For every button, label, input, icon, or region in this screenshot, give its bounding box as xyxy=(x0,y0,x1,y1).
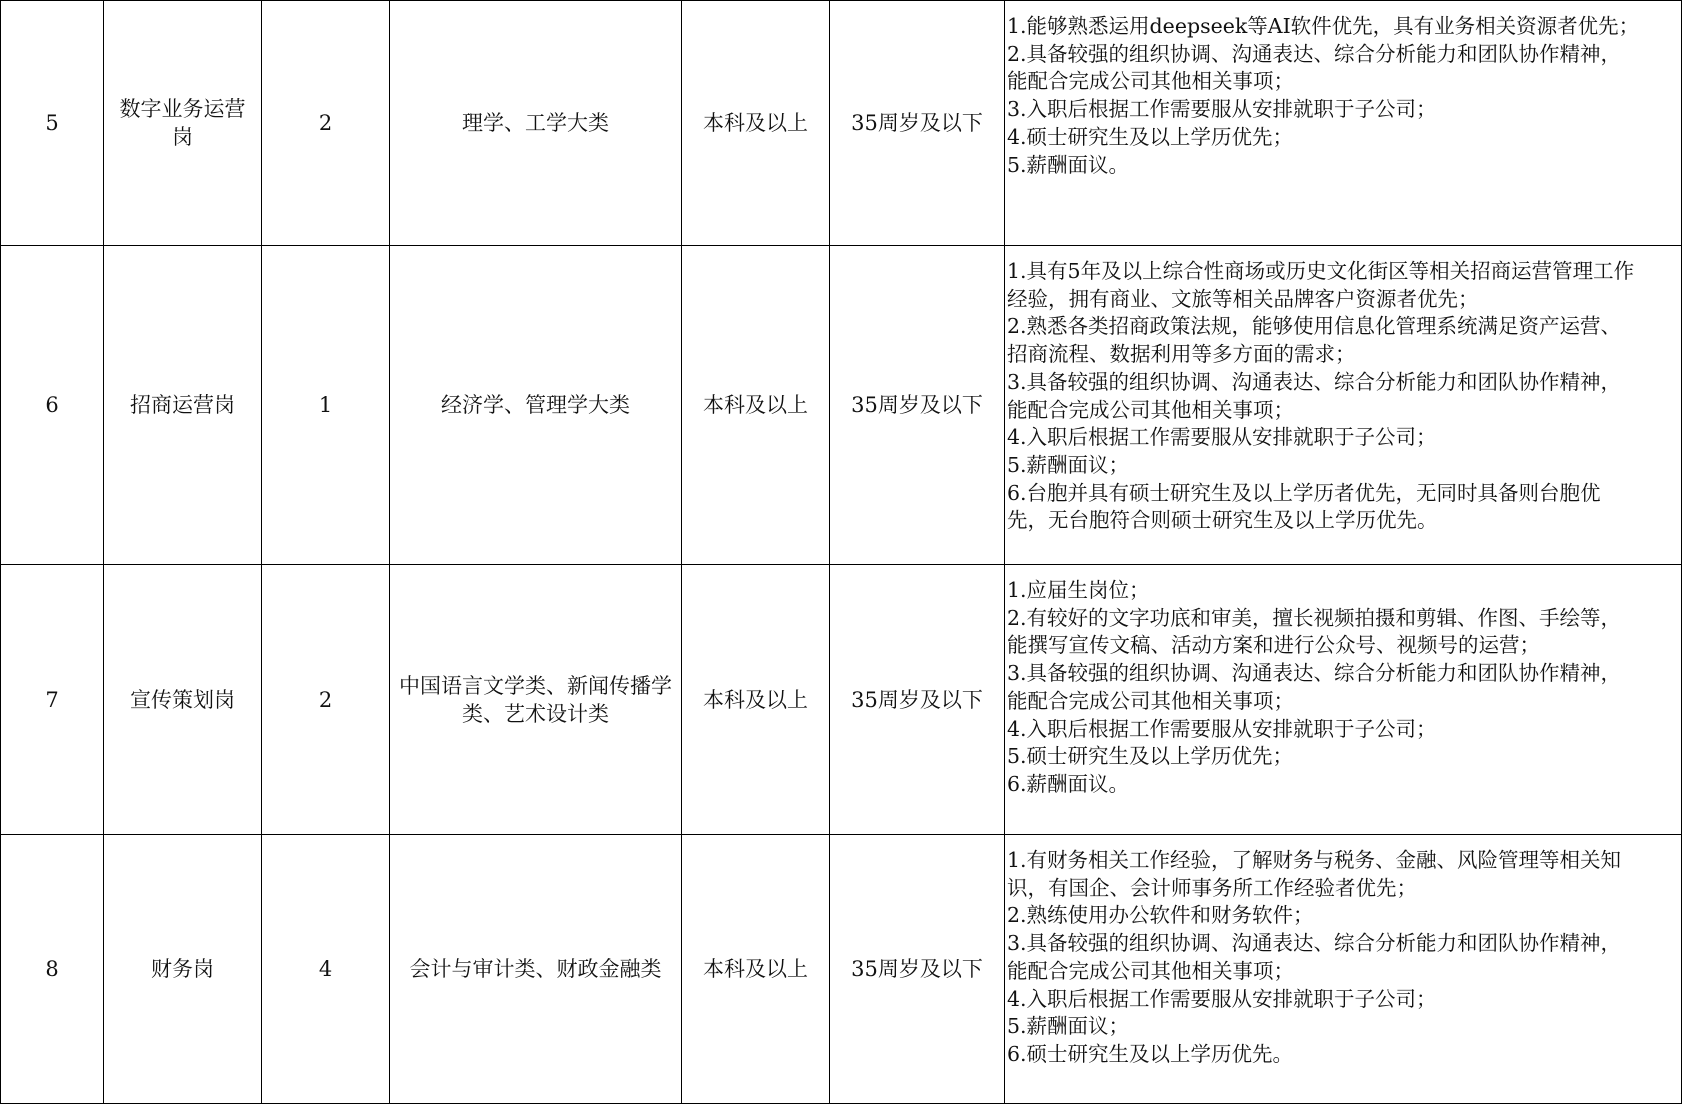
requirement-line: 能配合完成公司其他相关事项； xyxy=(1007,958,1294,983)
major: 中国语言文学类、新闻传播学类、艺术设计类 xyxy=(390,565,682,835)
requirement-line: 3.具备较强的组织协调、沟通表达、综合分析能力和团队协作精神， xyxy=(1007,369,1622,394)
requirement-line: 4.入职后根据工作需要服从安排就职于子公司； xyxy=(1007,425,1437,450)
requirement-line: 5.硕士研究生及以上学历优先； xyxy=(1007,744,1294,769)
table-row xyxy=(1,835,1682,1104)
table-row xyxy=(1,1,1682,246)
requirement-line: 6.台胞并具有硕士研究生及以上学历者优先，无同时具备则台胞优 xyxy=(1007,480,1601,505)
requirement-line: 经验，拥有商业、文旅等相关品牌客户资源者优先； xyxy=(1007,286,1479,311)
requirement-line: 2.熟练使用办公软件和财务软件； xyxy=(1007,903,1314,928)
age-limit: 35周岁及以下 xyxy=(830,565,1005,835)
requirement-line: 5.薪酬面议； xyxy=(1007,1014,1130,1039)
requirement-line: 4.入职后根据工作需要服从安排就职于子公司； xyxy=(1007,716,1437,741)
requirement-line: 1.有财务相关工作经验，了解财务与税务、金融、风险管理等相关知 xyxy=(1007,848,1622,872)
headcount: 2 xyxy=(262,1,390,246)
education: 本科及以上 xyxy=(682,835,830,1104)
age-limit: 35周岁及以下 xyxy=(830,835,1005,1104)
education: 本科及以上 xyxy=(682,565,830,835)
requirement-line: 6.硕士研究生及以上学历优先。 xyxy=(1007,1041,1294,1066)
requirements xyxy=(1005,835,1682,1104)
headcount: 2 xyxy=(262,565,390,835)
position-name: 招商运营岗 xyxy=(104,246,262,565)
education: 本科及以上 xyxy=(682,246,830,565)
requirement-line: 5.薪酬面议； xyxy=(1007,452,1130,477)
requirement-line: 5.薪酬面议。 xyxy=(1007,152,1130,177)
row-number: 6 xyxy=(1,246,104,565)
requirement-line: 3.具备较强的组织协调、沟通表达、综合分析能力和团队协作精神， xyxy=(1007,931,1622,956)
requirement-line: 2.具备较强的组织协调、沟通表达、综合分析能力和团队协作精神， xyxy=(1007,41,1622,66)
table-row xyxy=(1,565,1682,835)
major: 经济学、管理学大类 xyxy=(390,246,682,565)
requirement-line: 能撰写宣传文稿、活动方案和进行公众号、视频号的运营； xyxy=(1007,633,1540,658)
requirement-line: 1.能够熟悉运用deepseek等AI软件优先，具有业务相关资源者优先； xyxy=(1007,14,1640,38)
requirement-line: 4.入职后根据工作需要服从安排就职于子公司； xyxy=(1007,986,1437,1011)
requirement-line: 3.入职后根据工作需要服从安排就职于子公司； xyxy=(1007,97,1437,122)
requirements xyxy=(1005,565,1682,835)
requirement-line: 2.有较好的文字功底和审美，擅长视频拍摄和剪辑、作图、手绘等， xyxy=(1007,605,1622,630)
row-number: 7 xyxy=(1,565,104,835)
major: 理学、工学大类 xyxy=(390,1,682,246)
requirement-line: 1.应届生岗位； xyxy=(1007,578,1150,602)
position-name: 财务岗 xyxy=(104,835,262,1104)
headcount: 1 xyxy=(262,246,390,565)
requirement-line: 招商流程、数据利用等多方面的需求； xyxy=(1007,342,1356,367)
requirement-line: 4.硕士研究生及以上学历优先； xyxy=(1007,124,1294,149)
requirement-line: 识，有国企、会计师事务所工作经验者优先； xyxy=(1007,875,1417,900)
requirements xyxy=(1005,1,1682,246)
requirement-line: 能配合完成公司其他相关事项； xyxy=(1007,69,1294,94)
position-name: 宣传策划岗 xyxy=(104,565,262,835)
requirement-line: 2.熟悉各类招商政策法规，能够使用信息化管理系统满足资产运营、 xyxy=(1007,314,1622,339)
requirement-line: 能配合完成公司其他相关事项； xyxy=(1007,688,1294,713)
row-number: 5 xyxy=(1,1,104,246)
requirement-line: 先，无台胞符合则硕士研究生及以上学历优先。 xyxy=(1007,508,1438,533)
row-number: 8 xyxy=(1,835,104,1104)
requirement-line: 6.薪酬面议。 xyxy=(1007,771,1130,796)
age-limit: 35周岁及以下 xyxy=(830,1,1005,246)
position-name: 数字业务运营岗 xyxy=(104,1,262,246)
major: 会计与审计类、财政金融类 xyxy=(390,835,682,1104)
requirement-line: 能配合完成公司其他相关事项； xyxy=(1007,397,1294,422)
table-row xyxy=(1,246,1682,565)
age-limit: 35周岁及以下 xyxy=(830,246,1005,565)
requirement-line: 1.具有5年及以上综合性商场或历史文化街区等相关招商运营管理工作 xyxy=(1007,259,1635,283)
education: 本科及以上 xyxy=(682,1,830,246)
headcount: 4 xyxy=(262,835,390,1104)
requirement-line: 3.具备较强的组织协调、沟通表达、综合分析能力和团队协作精神， xyxy=(1007,661,1622,686)
requirements xyxy=(1005,246,1682,565)
